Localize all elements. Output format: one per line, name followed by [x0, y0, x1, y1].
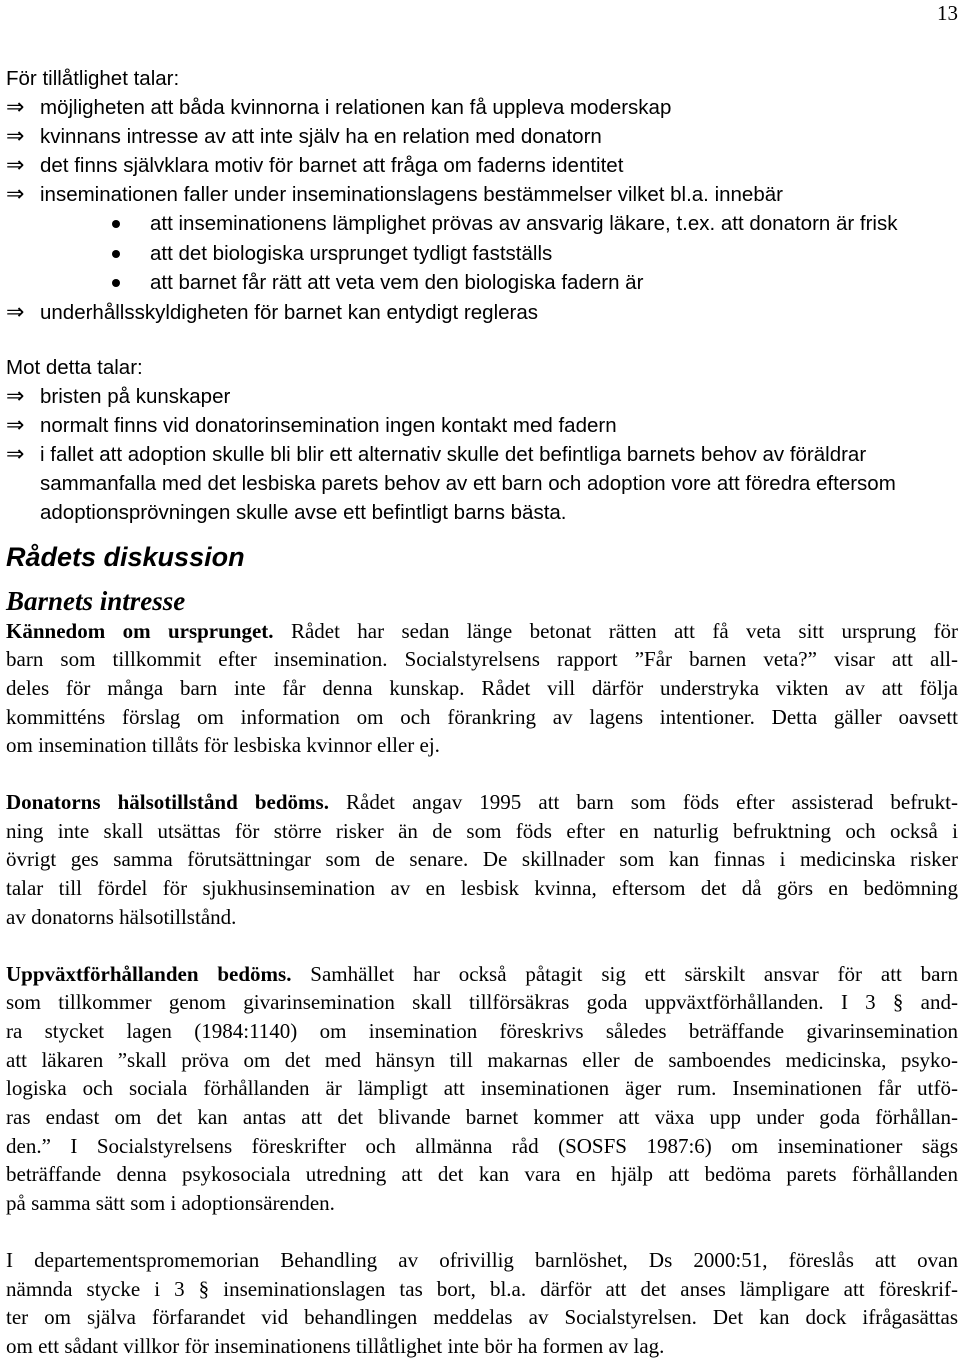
- subsection-heading: Barnets intresse: [6, 585, 186, 616]
- paragraph-lead: Uppväxtförhållanden bedöms.: [6, 961, 292, 986]
- bullet-icon: [112, 279, 120, 287]
- page-number: 13: [937, 1, 958, 25]
- implies-arrow-icon: ⇒: [6, 124, 25, 149]
- implies-arrow-icon: ⇒: [6, 182, 25, 207]
- paragraph-origin: Kännedom om ursprunget. Rådet har sedan länge betonat rätten att få veta sitt ursprung för barn som tillkommit efter insemination. Socialstyrelsens rapport ”Får barnen veta?” visar att all- deles för många barn inte får denna kunskap. Rådet vill därför understryka vikten av att följa kommitténs förslag om information om och förankring av lagens intentioner. Detta gäller oavsett om insemination tillåts för lesbiska kvinnor eller ej.: [6, 618, 958, 758]
- list-item: ⇒ kvinnans intresse av att inte själv ha en relation med donatorn: [6, 124, 602, 149]
- sub-list-item: att det biologiska ursprunget tydligt fastställs: [6, 239, 958, 269]
- list-item-line: adoptionsprövningen skulle avse ett befintligt barns bästa.: [40, 500, 567, 524]
- against-section-title: Mot detta talar:: [6, 355, 143, 379]
- paragraph-memorandum: I departementspromemorian Behandling av ofrivillig barnlöshet, Ds 2000:51, föreslås att ovan nämnda stycke i 3 § inseminationslagen tas bort, bl.a. därför att det anses lämpligare att föreskrif- ter om själva förfarandet vid behandlingen meddelas av Socialstyrelsen. Det kan dock ifrågasättas om ett sådant villkor för inseminationens tillåtlighet inte bör ha formen av lag.: [6, 1247, 958, 1358]
- implies-arrow-icon: ⇒: [6, 153, 25, 178]
- document-body: [6, 64, 958, 1361]
- implies-arrow-icon: ⇒: [6, 412, 25, 438]
- list-item: ⇒ bristen på kunskaper: [6, 383, 231, 409]
- list-item-line: sammanfalla med det lesbiska parets behov av ett barn och adoption vore att föredra eftersom: [40, 471, 896, 495]
- list-item: ⇒ inseminationen faller under inseminationslagens bestämmelser vilket bl.a. innebär: [6, 182, 783, 207]
- paragraph-lead: Donatorns hälsotillstånd bedöms.: [6, 790, 329, 815]
- list-item: ⇒ möjligheten att båda kvinnorna i relationen kan få uppleva moderskap: [6, 95, 672, 120]
- for-list: [6, 93, 958, 327]
- list-item: ⇒ normalt finns vid donatorinsemination ingen kontakt med fadern: [6, 412, 617, 438]
- paragraph-donor-health: Donatorns hälsotillstånd bedöms. Rådet angav 1995 att barn som föds efter assisterad befrukt- ning inte skall utsättas för större risker än de som föds efter en naturlig befruktning och också i övrigt ges samma förutsättningar som de senare. De skillnader som kan finnas i medicinska risker talar till fördel för sjukhusinsemination av en lesbisk kvinna, eftersom det då görs en bedömning av donatorns hälsotillstånd.: [6, 790, 959, 929]
- paragraph-upbringing: Uppväxtförhållanden bedöms. Samhället har också påtagit sig ett särskilt ansvar för att barn som tillkommer genom givarinsemination skall tillförsäkras goda uppväxtförhållanden. I 3 § and- ra stycket lagen (1984:1140) om insemination föreskrivs således beträffande givarinsemination att läkaren ”skall pröva om det med hänsyn till makarnas eller de samboendes medicinska, psyko- logiska och sociala förhållanden är lämpligt att inseminationen äger rum. Inseminationen får utfö- ras endast om det kan antas att det blivande barnet kommer att växa upp under goda förhållan- den.” I Socialstyrelsens föreskrifter och allmänna råd (SOSFS 1987:6) om inseminationer sägs beträffande denna psykosociala utredning att det kan vara en hjälp att bedöma parets förhållanden på samma sätt som i adoptionsärenden.: [6, 961, 958, 1216]
- against-list: [6, 382, 958, 527]
- list-item-line: i fallet att adoption skulle bli blir ett alternativ skulle det befintliga barnets behov av föräldrar: [40, 442, 867, 466]
- implies-arrow-icon: ⇒: [6, 299, 25, 325]
- for-section-title: För tillåtlighet talar:: [6, 67, 180, 90]
- implies-arrow-icon: ⇒: [6, 441, 25, 467]
- list-item: ⇒ det finns självklara motiv för barnet att fråga om faderns identitet: [6, 153, 624, 178]
- section-heading: Rådets diskussion: [6, 541, 245, 572]
- sub-list-item: att inseminationens lämplighet prövas av ansvarig läkare, t.ex. att donatorn är frisk: [6, 209, 958, 239]
- list-item: [6, 440, 958, 527]
- bullet-icon: [112, 220, 120, 228]
- implies-arrow-icon: ⇒: [6, 383, 25, 409]
- bullet-icon: [112, 250, 120, 258]
- list-item: ⇒ underhållsskyldigheten för barnet kan entydigt regleras: [6, 299, 538, 325]
- paragraph-lead: Kännedom om ursprunget.: [6, 618, 274, 643]
- sub-list-item: att barnet får rätt att veta vem den biologiska fadern är: [6, 268, 958, 298]
- implies-arrow-icon: ⇒: [6, 95, 25, 120]
